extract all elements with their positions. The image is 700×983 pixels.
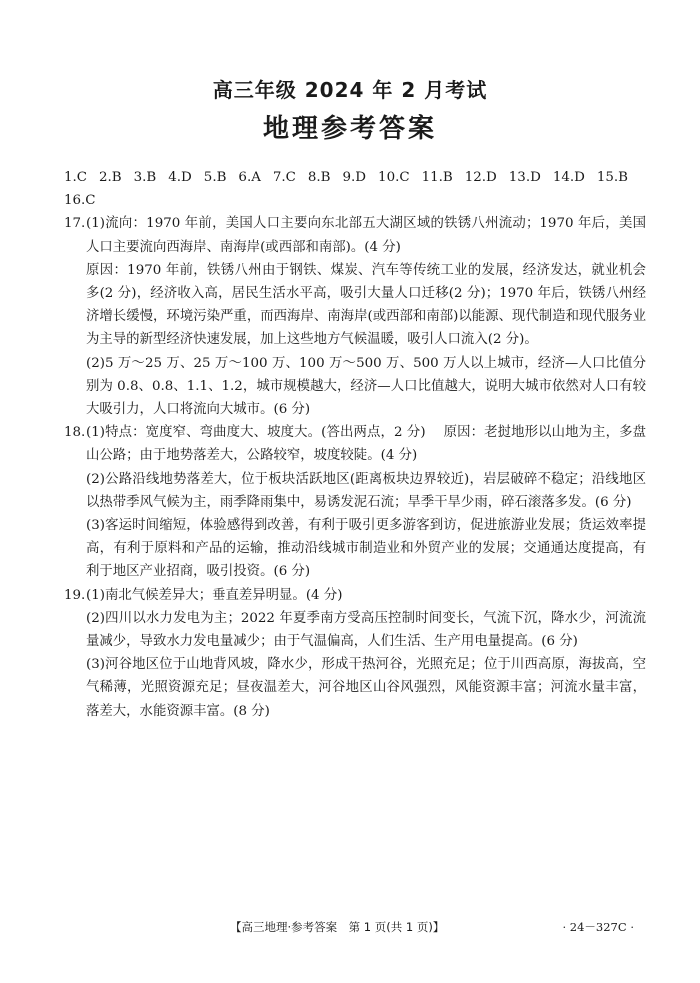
mc-answer: 5.B <box>203 170 227 185</box>
mc-answer: 9.D <box>342 170 367 185</box>
mc-answer: 13.D <box>508 170 541 185</box>
question-body <box>86 584 646 723</box>
mc-answer: 12.D <box>464 170 497 185</box>
answer-paragraph: (3)河谷地区位于山地背风坡，降水少，形成干热河谷，光照充足；位于川西高原，海拔高，空气稀薄，光照资源充足；昼夜温差大，河谷地区山谷风强烈，风能资源丰富；河流水量丰富，落差大，水能资源丰富。(8 分) <box>86 657 646 719</box>
mc-answer: 16.C <box>64 193 96 209</box>
mc-answer: 4.D <box>168 170 192 185</box>
mc-answer: 11.B <box>421 170 453 185</box>
mc-answer: 14.D <box>552 170 585 185</box>
mc-answer: 15.B <box>596 170 629 185</box>
answer-key-title: 地理参考答案 <box>262 114 437 144</box>
question-18 <box>64 421 646 583</box>
answer-paragraph: (1)南北气候差异大；垂直差异明显。(4 分) <box>86 587 343 603</box>
answer-paragraph: (1)特点：宽度窄、弯曲度大、坡度大。(答出两点，2 分) 原因：老挝地形以山地为主，多盘山公路；由于地势落差大，公路较窄，坡度较陡。(4 分) <box>86 425 646 464</box>
mc-answer: 7.C <box>272 170 296 185</box>
question-number: 17. <box>64 216 86 232</box>
footer-code: · 24－327C · <box>562 920 634 934</box>
answer-paragraph: (2)公路沿线地势落差大，位于板块活跃地区(距离板块边界较近)，岩层破碎不稳定；沿线地区以热带季风气候为主，雨季降雨集中，易诱发泥石流；旱季干旱少雨，碎石滚落多发。(6 分) <box>86 471 646 510</box>
answer-content <box>64 166 646 723</box>
question-body <box>86 421 646 583</box>
answer-paragraph: (3)客运时间缩短，体验感得到改善，有利于吸引更多游客到访，促进旅游业发展；货运效率提高，有利于原料和产品的运输，推动沿线城市制造业和外贸产业的发展；交通通达度提高，有利于地区产业招商，吸引投资。(6 分) <box>86 518 646 580</box>
answer-paragraph: (1)流向：1970 年前，美国人口主要向东北部五大湖区域的铁锈八州流动；1970 年后，美国人口主要流向西海岸、南海岸(或西部和南部)。(4 分) <box>86 216 646 255</box>
question-number: 19. <box>64 587 86 603</box>
multiple-choice-answers <box>64 166 646 212</box>
question-19 <box>64 584 646 723</box>
question-number: 18. <box>64 425 86 441</box>
exam-title: 高三年级 2024 年 2 月考试 <box>212 78 488 102</box>
mc-answer: 2.B <box>99 170 122 185</box>
footer-page-info: 【高三地理·参考答案 第 1 页(共 1 页)】 <box>230 920 445 934</box>
answer-paragraph: (2)5 万～25 万、25 万～100 万、100 万～500 万、500 万人以上城市，经济—人口比值分别为 0.8、0.8、1.1、1.2，城市规模越大，经济—人口比值越大，说明大城市依然对人口有较大吸引力，人口将流向大城市。(6 分) <box>86 355 646 418</box>
mc-answer: 6.A <box>238 170 261 185</box>
question-body <box>86 212 646 421</box>
question-17 <box>64 212 646 421</box>
mc-answer: 1.C <box>64 170 88 185</box>
mc-answer: 3.B <box>133 170 157 185</box>
mc-answer: 10.C <box>378 170 410 185</box>
answer-paragraph: 原因：1970 年前，铁锈八州由于钢铁、煤炭、汽车等传统工业的发展，经济发达，就业机会多(2 分)，经济收入高，居民生活水平高，吸引大量人口迁移(2 分)；1970 年后，铁锈八州经济增长缓慢，环境污染严重，而西海岸、南海岸(或西部和南部)以能源、现代制造和现代服务业为主导的新型经济快速发展，加上这些地方气候温暖，吸引人口流入(2 分)。 <box>86 262 646 348</box>
mc-answer: 8.B <box>307 170 331 185</box>
answer-paragraph: (2)四川以水力发电为主；2022 年夏季南方受高压控制时间变长，气流下沉，降水少，河流流量减少，导致水力发电量减少；由于气温偏高，人们生活、生产用电量提高。(6 分) <box>86 610 646 650</box>
